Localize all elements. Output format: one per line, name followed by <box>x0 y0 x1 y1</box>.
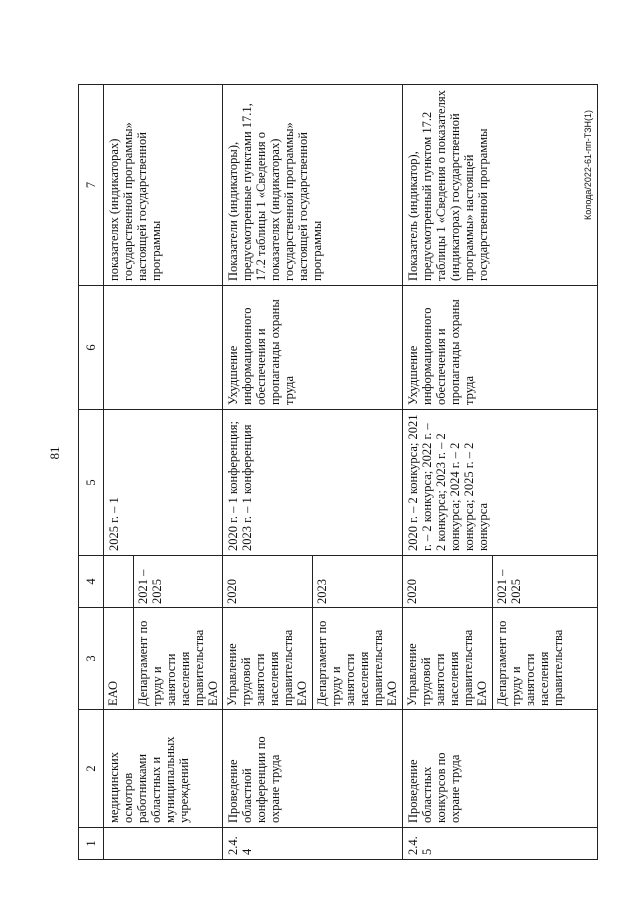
row-number <box>104 828 223 860</box>
risk-cell: Ухудшение информационного обеспечения и пропаганды охраны труда <box>223 286 403 410</box>
risk-cell <box>104 286 223 410</box>
page-number: 81 <box>47 446 62 460</box>
header-col-1: 1 <box>79 828 104 860</box>
rotated-table-wrapper <box>78 85 583 860</box>
indicator-cell: Показатели (индикаторы), предусмотренные пунктами 17.1, 17.2 таблицы 1 «Сведения о показателях (индикаторах) государственной программы» настоящей государственной программы <box>223 85 403 286</box>
years-cell: 2021 – 2025 <box>493 556 598 608</box>
header-row <box>79 85 104 860</box>
header-col-6: 6 <box>79 286 104 410</box>
executor-cell: Департамент по труду и занятости населения правительства ЕАО <box>134 608 223 710</box>
header-col-3: 3 <box>79 608 104 710</box>
result-cell: 2020 г. – 2 конкурса; 2021 г. – 2 конкурса; 2022 г. – 2 конкурса; 2023 г. – 2 конкурса; 2024 г. – 2 конкурса; 2025 г. – 2 конкурса <box>403 410 598 556</box>
years-cell: 2021 – 2025 <box>134 556 223 608</box>
years-cell: 2020 <box>403 556 493 608</box>
indicator-cell: Показатель (индикатор), предусмотренный пунктом 17.2 таблицы 1 «Сведения о показателях (индикаторах) государственной программы» настоящей государственной программы <box>403 85 598 286</box>
executor-cell: Департамент по труду и занятости населения правительства ЕАО <box>313 608 403 710</box>
executor-cell: Департамент по труду и занятости населения правительства <box>493 608 598 710</box>
table-row <box>223 85 313 860</box>
header-col-5: 5 <box>79 410 104 556</box>
header-col-7: 7 <box>79 85 104 286</box>
risk-cell: Ухудшение информационного обеспечения и пропаганды охраны труда <box>403 286 598 410</box>
row-number: 2.4.4 <box>223 828 403 860</box>
executor-cell: Управление трудовой занятости населения правительства ЕАО <box>223 608 313 710</box>
header-col-4: 4 <box>79 556 104 608</box>
years-cell: 2023 <box>313 556 403 608</box>
table-row <box>104 85 134 860</box>
program-table <box>78 84 598 860</box>
indicator-cell: показателях (индикаторах) государственной программы» настоящей государственной программы <box>104 85 223 286</box>
executor-cell: Управление трудовой занятости населения правительства ЕАО <box>403 608 493 710</box>
event-cell: Проведение областной конференции по охране труда <box>223 710 403 828</box>
event-cell: медицинских осмотров работниками областных и муниципальных учреждений <box>104 710 223 828</box>
result-cell: 2025 г. – 1 <box>104 410 223 556</box>
result-cell: 2020 г. – 1 конференция; 2023 г. – 1 конференция <box>223 410 403 556</box>
table-row <box>403 85 493 860</box>
years-cell: 2020 <box>223 556 313 608</box>
executor-cell: ЕАО <box>104 608 134 710</box>
document-code: Колода/2022-61-пп-ТЗН(1) <box>583 109 593 221</box>
years-cell <box>104 556 134 608</box>
header-col-2: 2 <box>79 710 104 828</box>
row-number: 2.4.5 <box>403 828 598 860</box>
event-cell: Проведение областных конкурсов по охране труда <box>403 710 598 828</box>
